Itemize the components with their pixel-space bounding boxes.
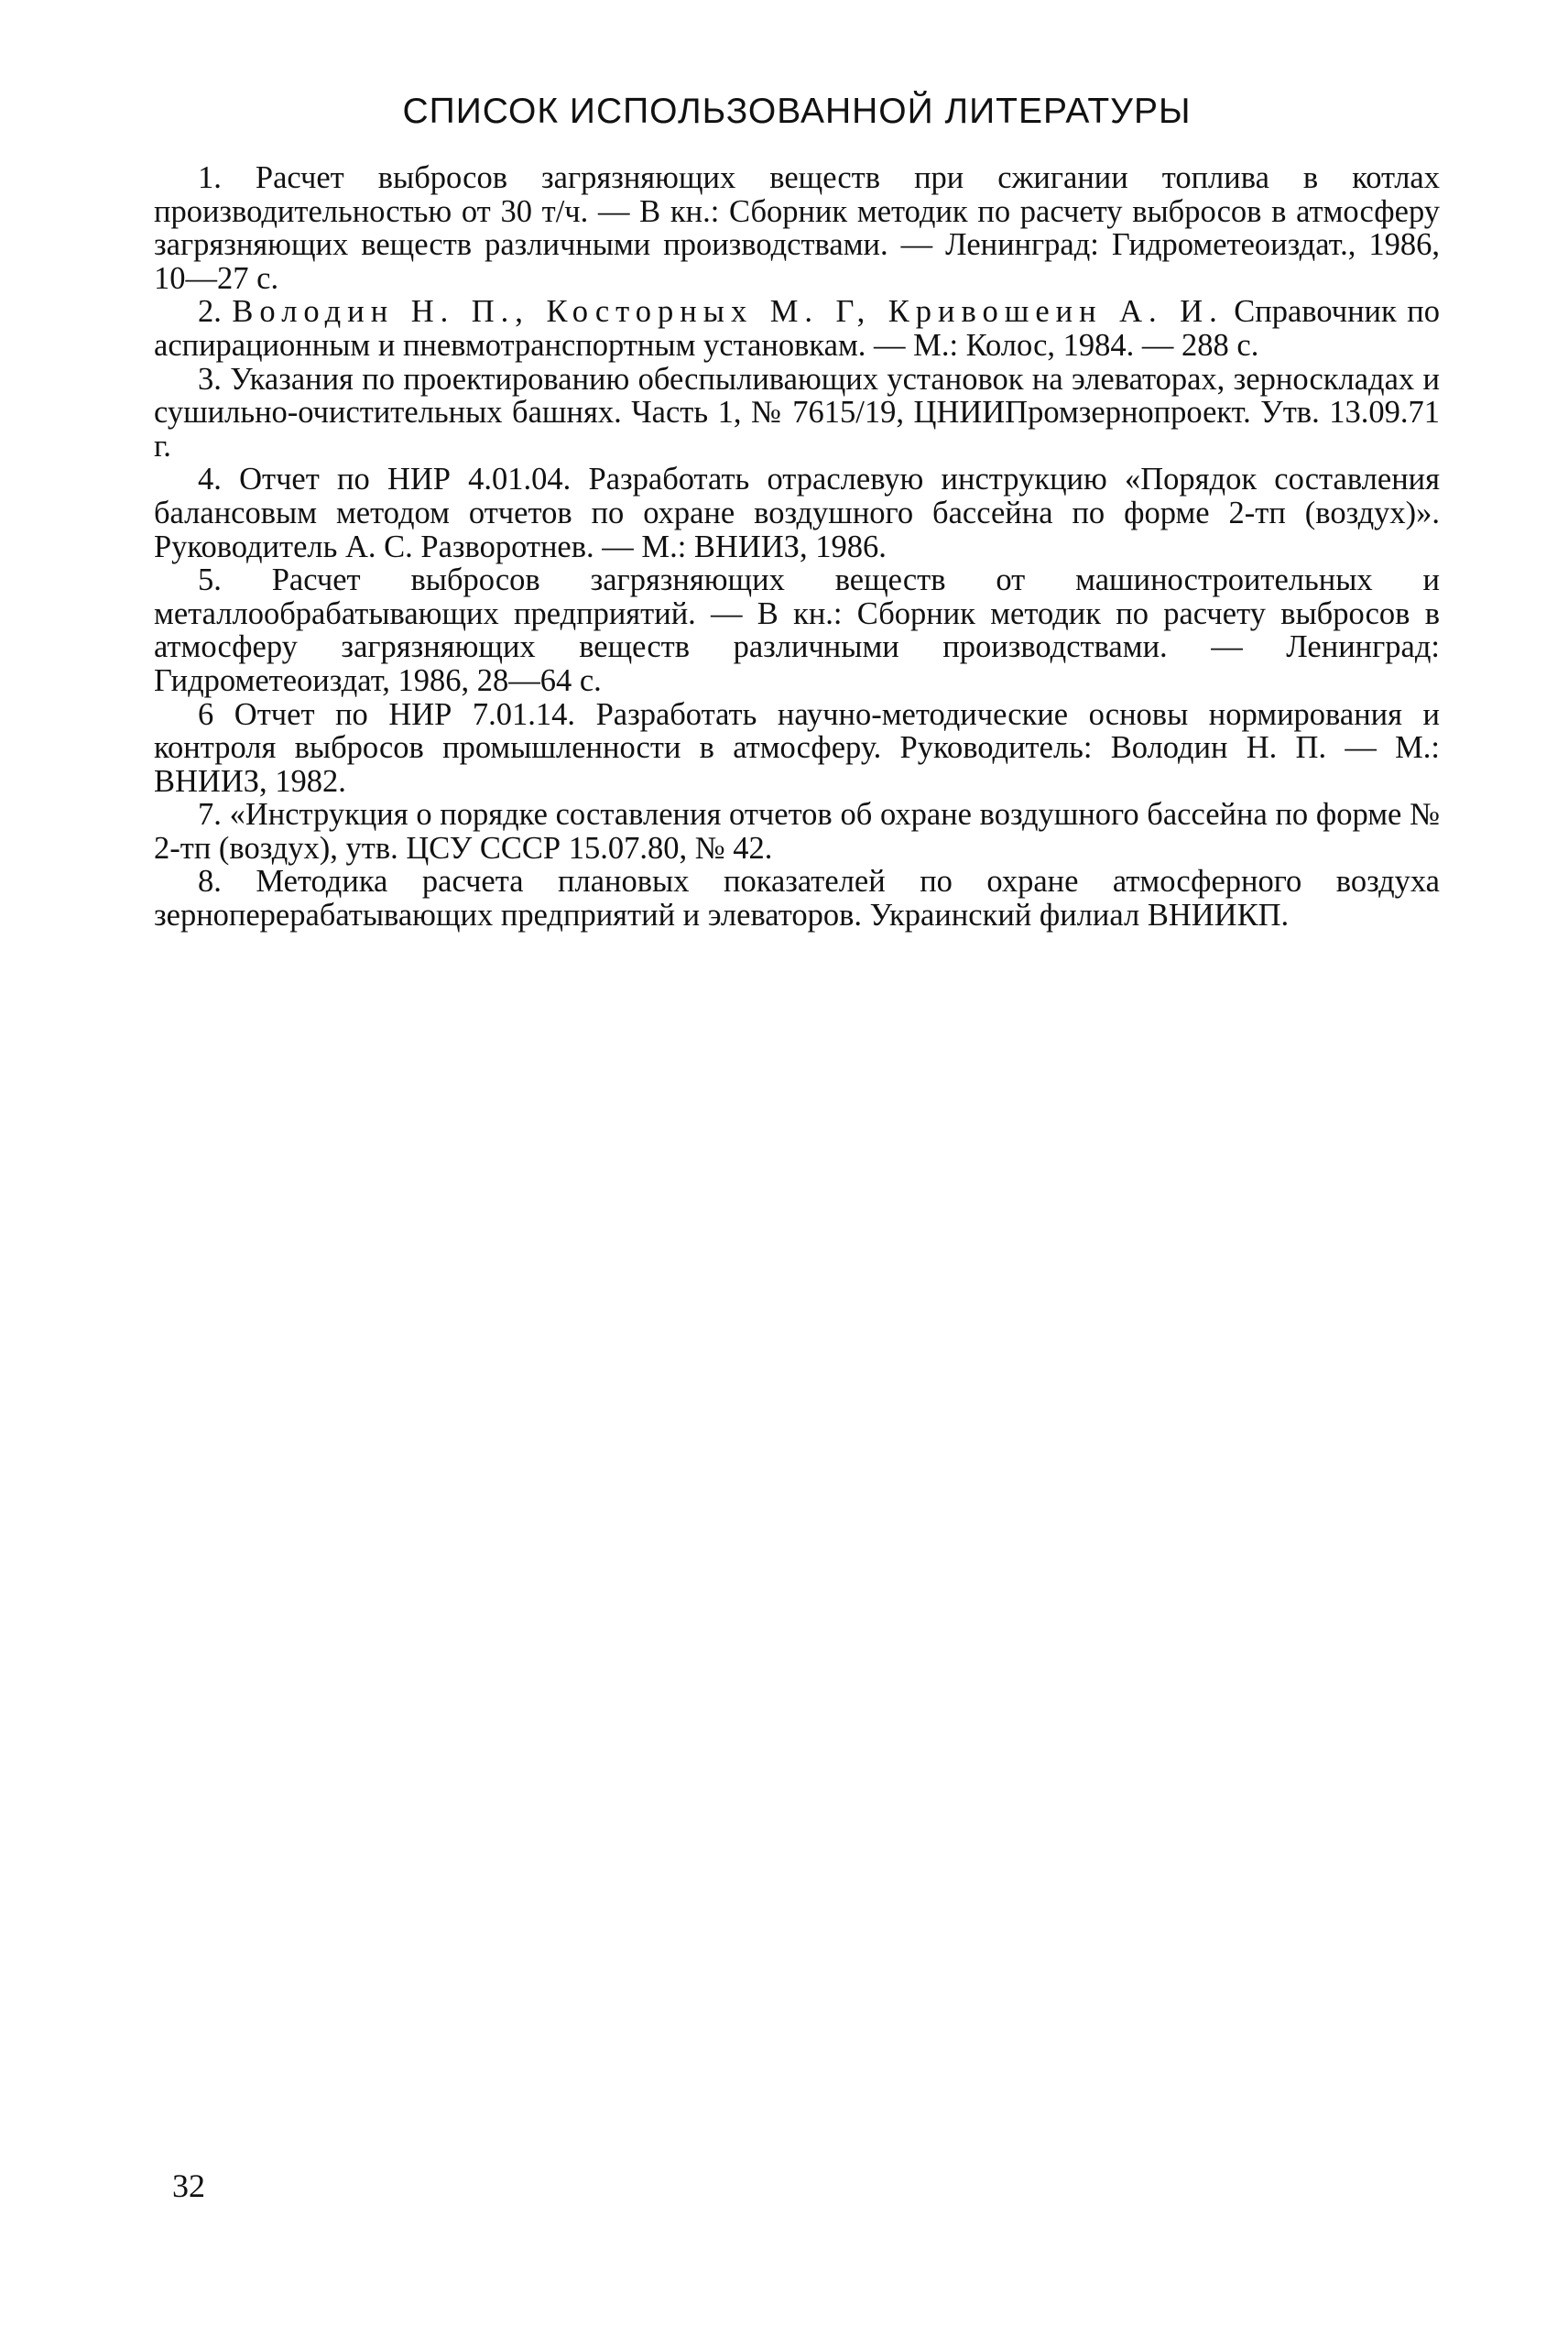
reference-item-3: 3. Указания по проектированию обеспыливающих установок на элеваторах, зерноскладах и сушильно-очистительных башнях. Часть 1, № 7615/19, ЦНИИПромзернопроект. Утв. 13.09.71 г. bbox=[154, 361, 1440, 464]
reference-number: 2. bbox=[198, 294, 222, 330]
reference-item-7: 7. «Инструкция о порядке составления отчетов об охране воздушного бассейна по форме № 2-тп (воздух), утв. ЦСУ СССР 15.07.80, № 42. bbox=[154, 797, 1440, 866]
reference-item-6: 6 Отчет по НИР 7.01.14. Разработать научно-методические основы нормирования и контроля выбросов промышленности в атмосферу. Руководитель: Володин Н. П. — М.: ВНИИЗ, 1982. bbox=[154, 696, 1440, 799]
page-number: 32 bbox=[172, 2168, 205, 2204]
reference-item-8: 8. Методика расчета плановых показателей по охране атмосферного воздуха зерноперерабатывающих предприятий и элеваторов. Украинский филиал ВНИИКП. bbox=[154, 864, 1440, 934]
reference-item-4: 4. Отчет по НИР 4.01.04. Разработать отраслевую инструкцию «Порядок составления балансовым методом отчетов по охране воздушного бассейна по форме 2-тп (воздух)». Руководитель А. С. Разворотнев. — М.: ВНИИЗ, 1986. bbox=[154, 462, 1440, 564]
reference-item-1: 1. Расчет выбросов загрязняющих веществ при сжигании топлива в котлах производительностью от 30 т/ч. — В кн.: Сборник методик по расчету выбросов в атмосферу загрязняющих веществ различными производствами. — Ленинград: Гидрометеоиздат., 1986, 10—27 с. bbox=[154, 160, 1440, 296]
reference-authors: Володин Н. П., Косторных М. Г, Кривошеин А. И. bbox=[232, 294, 1224, 330]
page-title: СПИСОК ИСПОЛЬЗОВАННОЙ ЛИТЕРАТУРЫ bbox=[402, 92, 1192, 131]
reference-list bbox=[154, 161, 1440, 933]
reference-item-5: 5. Расчет выбросов загрязняющих веществ от машиностроительных и металлообрабатывающих предприятий. — В кн.: Сборник методик по расчету выбросов в атмосферу загрязняющих веществ различными производствами. — Ленинград: Гидрометеоиздат, 1986, 28—64 с. bbox=[154, 562, 1440, 698]
reference-item-2 bbox=[154, 295, 1440, 362]
reference-body: Справочник по аспирационным и пневмотранспортным установкам. — М.: Колос, 1984. — 288 с. bbox=[154, 294, 1440, 363]
